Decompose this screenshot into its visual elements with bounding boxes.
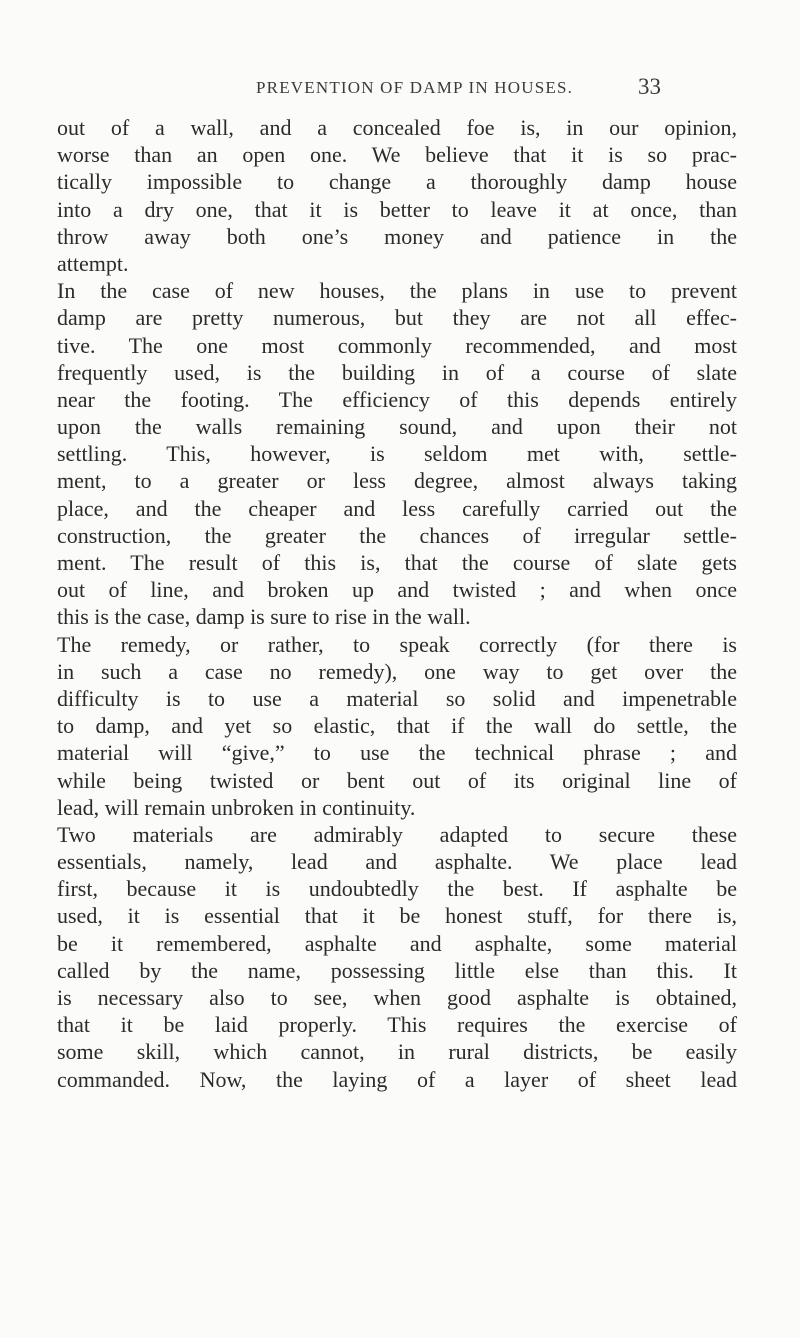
page-header <box>0 74 800 108</box>
text-line: used, it is essential that it be honest stuff, for there is, <box>57 903 737 929</box>
text-line: to damp, and yet so elastic, that if the wall do settle, the <box>57 713 737 739</box>
text-line: upon the walls remaining sound, and upon their not <box>57 414 737 440</box>
text-line: lead, will remain unbroken in continuity. <box>57 794 416 820</box>
text-line: essentials, namely, lead and asphalte. We place lead <box>57 849 737 875</box>
text-line: damp are pretty numerous, but they are not all effec- <box>57 305 737 331</box>
text-line: first, because it is undoubtedly the best. If asphalte be <box>57 876 737 902</box>
text-line: attempt. <box>57 250 129 276</box>
text-line: throw away both one’s money and patience in the <box>57 223 737 249</box>
text-line: some skill, which cannot, in rural districts, be easily <box>57 1039 737 1065</box>
text-line: Two materials are admirably adapted to secure these <box>57 821 737 847</box>
text-line: frequently used, is the building in of a course of slate <box>57 359 737 385</box>
text-line: in such a case no remedy), one way to get over the <box>57 658 737 684</box>
text-line: tically impossible to change a thoroughly damp house <box>57 169 737 195</box>
text-line: The remedy, or rather, to speak correctly (for there is <box>57 631 737 657</box>
text-line: called by the name, possessing little else than this. It <box>57 957 737 983</box>
text-line: tive. The one most commonly recommended, and most <box>57 332 737 358</box>
body-text <box>57 114 737 1093</box>
text-line: be it remembered, asphalte and asphalte, some material <box>57 930 737 956</box>
text-line: difficulty is to use a material so solid and impenetrable <box>57 685 737 711</box>
running-head: PREVENTION OF DAMP IN HOUSES. <box>256 78 574 97</box>
text-line: out of a wall, and a concealed foe is, in our opinion, <box>57 115 737 140</box>
text-line: settling. This, however, is seldom met with, settle- <box>57 441 737 467</box>
text-line: ment. The result of this is, that the course of slate gets <box>57 550 737 575</box>
text-line: is necessary also to see, when good asphalte is obtained, <box>57 985 737 1010</box>
text-line: place, and the cheaper and less carefully carried out the <box>57 495 737 521</box>
text-line: In the case of new houses, the plans in use to prevent <box>57 278 737 304</box>
text-line: near the footing. The efficiency of this depends entirely <box>57 386 737 412</box>
text-line: that it be laid properly. This requires the exercise of <box>57 1012 737 1038</box>
text-line: this is the case, damp is sure to rise in the wall. <box>57 604 471 630</box>
text-line: worse than an open one. We believe that it is so prac- <box>57 142 737 168</box>
text-line: while being twisted or bent out of its original line of <box>57 767 737 793</box>
page-number: 33 <box>638 74 661 99</box>
text-line: out of line, and broken up and twisted ; and when once <box>57 577 737 603</box>
text-line: ment, to a greater or less degree, almost always taking <box>57 468 737 494</box>
text-line: construction, the greater the chances of irregular settle- <box>57 522 737 548</box>
text-line: material will “give,” to use the technical phrase ; and <box>57 740 737 766</box>
text-line: into a dry one, that it is better to leave it at once, than <box>57 196 737 222</box>
text-line: commanded. Now, the laying of a layer of sheet lead <box>57 1066 737 1092</box>
